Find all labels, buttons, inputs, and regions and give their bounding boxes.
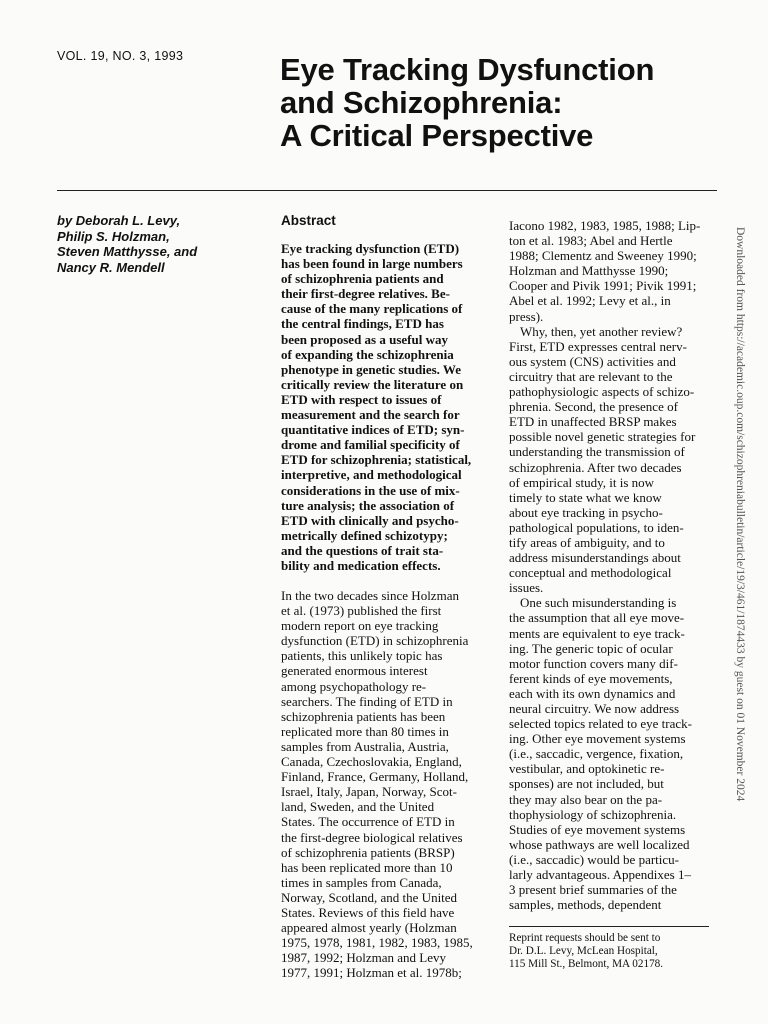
text-line: neural circuitry. We now address (509, 701, 680, 716)
text-line: drome and familial specificity of (281, 437, 460, 453)
text-line: metrically defined schizotypy; (281, 527, 448, 543)
text-line: the assumption that all eye move- (509, 610, 685, 626)
text-line: phrenia. Second, the presence of (509, 399, 678, 415)
text-line: searchers. The finding of ETD in (281, 693, 453, 709)
text-line: the first-degree biological relatives (281, 829, 463, 845)
text-line: possible novel genetic strategies for (509, 429, 696, 445)
text-line: among psychopathology re- (281, 678, 427, 694)
journal-volume-line: VOL. 19, NO. 3, 1993 (57, 49, 184, 63)
text-line: Canada, Czechoslovakia, England, (281, 754, 462, 770)
text-line: ture analysis; the association of (281, 497, 455, 513)
abstract-heading: Abstract (281, 213, 336, 228)
text-line: schizophrenia patients has been (281, 708, 446, 724)
text-line: generated enormous interest (281, 663, 428, 679)
text-line: understanding the transmission of (509, 444, 685, 460)
text-line: bility and medication effects. (281, 557, 441, 573)
text-line: considerations in the use of mix- (281, 482, 460, 498)
text-line: selected topics related to eye track- (509, 716, 692, 732)
text-line: 1987, 1992; Holzman and Levy (281, 950, 446, 966)
text-line: 115 Mill St., Belmont, MA 02178. (509, 958, 664, 970)
text-line: the central findings, ETD has (281, 316, 444, 332)
body-text-right-column (509, 218, 700, 912)
text-line: issues. (509, 580, 544, 596)
text-line: Norway, Scotland, and the United (281, 889, 458, 905)
text-line: Eye tracking dysfunction (ETD) (281, 241, 460, 256)
article-title (280, 53, 654, 152)
text-line: conceptual and methodological (509, 565, 672, 581)
text-line: motor function covers many dif- (509, 655, 678, 671)
abstract-text (281, 241, 471, 573)
text-line: Why, then, yet another review? (520, 323, 683, 339)
text-line: ing. The generic topic of ocular (509, 640, 673, 656)
text-line: Reprint requests should be sent to (509, 932, 661, 944)
text-line: vestibular, and optokinetic re- (509, 761, 665, 777)
header-divider (57, 190, 717, 191)
text-line: States. The occurrence of ETD in (281, 814, 455, 830)
text-line: has been replicated more than 10 (281, 859, 453, 875)
text-line: Israel, Italy, Japan, Norway, Scot- (281, 784, 457, 800)
text-line: One such misunderstanding is (520, 595, 677, 611)
text-line: pathological populations, to iden- (509, 519, 684, 535)
text-line: interpretive, and methodological (281, 467, 462, 483)
text-line: Holzman and Matthysse 1990; (509, 263, 669, 279)
text-line: their first-degree relatives. Be- (281, 286, 450, 302)
text-line: whose pathways are well localized (509, 836, 690, 852)
reprint-footnote (509, 932, 663, 971)
text-line: phenotype in genetic studies. We (281, 361, 461, 377)
text-line: ous system (CNS) activities and (509, 353, 676, 369)
text-line: tify areas of ambiguity, and to (509, 534, 665, 550)
text-line: ton et al. 1983; Abel and Hertle (509, 233, 673, 249)
text-line: about eye tracking in psycho- (509, 504, 663, 520)
text-line: ETD with respect to issues of (281, 391, 442, 407)
text-line: has been found in large numbers (281, 256, 463, 272)
text-line: circuitry that are relevant to the (509, 368, 673, 384)
text-line: been proposed as a useful way (281, 331, 448, 347)
text-line: land, Sweden, and the United (281, 799, 435, 815)
text-line: press). (509, 308, 544, 324)
title-line: and Schizophrenia: (280, 85, 563, 120)
body-text-left-column (281, 588, 473, 980)
text-line: each with its own dynamics and (509, 685, 676, 701)
text-line: and the questions of trait sta- (281, 542, 444, 558)
text-line: ments are equivalent to eye track- (509, 625, 685, 641)
author-byline (57, 213, 197, 275)
text-line: schizophrenia. After two decades (509, 459, 682, 475)
text-line: address misunderstandings about (509, 550, 681, 566)
text-line: (i.e., saccadic, vergence, fixation, (509, 746, 684, 762)
author-line: Philip S. Holzman, (57, 228, 170, 244)
title-line: Eye Tracking Dysfunction (280, 52, 655, 87)
text-line: measurement and the search for (281, 407, 460, 423)
text-line: samples from Australia, Austria, (281, 738, 449, 754)
text-line: ferent kinds of eye movements, (509, 670, 673, 686)
text-line: In the two decades since Holzman (281, 588, 459, 603)
author-line: Nancy R. Mendell (57, 259, 165, 275)
text-line: samples, methods, dependent (509, 897, 662, 913)
text-line: timely to state what we know (509, 489, 662, 505)
text-line: Iacono 1982, 1983, 1985, 1988; Lip- (509, 218, 701, 233)
text-line: of empirical study, it is now (509, 474, 655, 490)
text-line: modern report on eye tracking (281, 618, 439, 634)
text-line: First, ETD expresses central nerv- (509, 338, 687, 354)
text-line: of schizophrenia patients and (281, 271, 444, 287)
text-line: 1977, 1991; Holzman et al. 1978b; (281, 965, 462, 981)
author-line: Steven Matthysse, and (57, 244, 198, 259)
text-line: times in samples from Canada, (281, 874, 442, 890)
text-line: 3 present brief summaries of the (509, 882, 677, 898)
text-line: States. Reviews of this field have (281, 904, 455, 920)
text-line: 1988; Clementz and Sweeney 1990; (509, 248, 697, 264)
text-line: Cooper and Pivik 1991; Pivik 1991; (509, 278, 697, 294)
text-line: Studies of eye movement systems (509, 821, 686, 837)
text-line: Dr. D.L. Levy, McLean Hospital, (509, 945, 658, 957)
text-line: replicated more than 80 times in (281, 723, 449, 739)
text-line: patients, this unlikely topic has (281, 648, 443, 664)
text-line: sponses) are not included, but (509, 776, 664, 792)
text-line: thophysiology of schizophrenia. (509, 806, 677, 822)
text-line: et al. (1973) published the first (281, 603, 442, 619)
text-line: appeared almost yearly (Holzman (281, 920, 457, 936)
text-line: ETD for schizophrenia; statistical, (281, 452, 472, 468)
text-line: ETD in unaffected BRSP makes (509, 414, 677, 430)
text-line: quantitative indices of ETD; syn- (281, 422, 465, 438)
text-line: dysfunction (ETD) in schizophrenia (281, 633, 469, 649)
title-line: A Critical Perspective (280, 118, 594, 153)
text-line: ETD with clinically and psycho- (281, 512, 459, 528)
text-line: of expanding the schizophrenia (281, 346, 454, 362)
text-line: ing. Other eye movement systems (509, 731, 686, 747)
text-line: Abel et al. 1992; Levy et al., in (509, 293, 671, 309)
footnote-divider (509, 926, 709, 927)
text-line: critically review the literature on (281, 376, 464, 392)
download-watermark: Downloaded from https://academic.oup.com/schizophreniabulletin/article/19/3/461/1874433 by guest on 01 November 2024 (734, 227, 746, 802)
author-line: by Deborah L. Levy, (57, 213, 181, 228)
text-line: Finland, France, Germany, Holland, (281, 769, 469, 785)
text-line: they may also bear on the pa- (509, 791, 663, 807)
text-line: pathophysiologic aspects of schizo- (509, 384, 695, 400)
text-line: (i.e., saccadic) would be particu- (509, 851, 680, 867)
text-line: of schizophrenia patients (BRSP) (281, 844, 455, 860)
text-line: larly advantageous. Appendixes 1– (509, 867, 691, 883)
text-line: cause of the many replications of (281, 301, 463, 317)
text-line: 1975, 1978, 1981, 1982, 1983, 1985, (281, 935, 473, 951)
